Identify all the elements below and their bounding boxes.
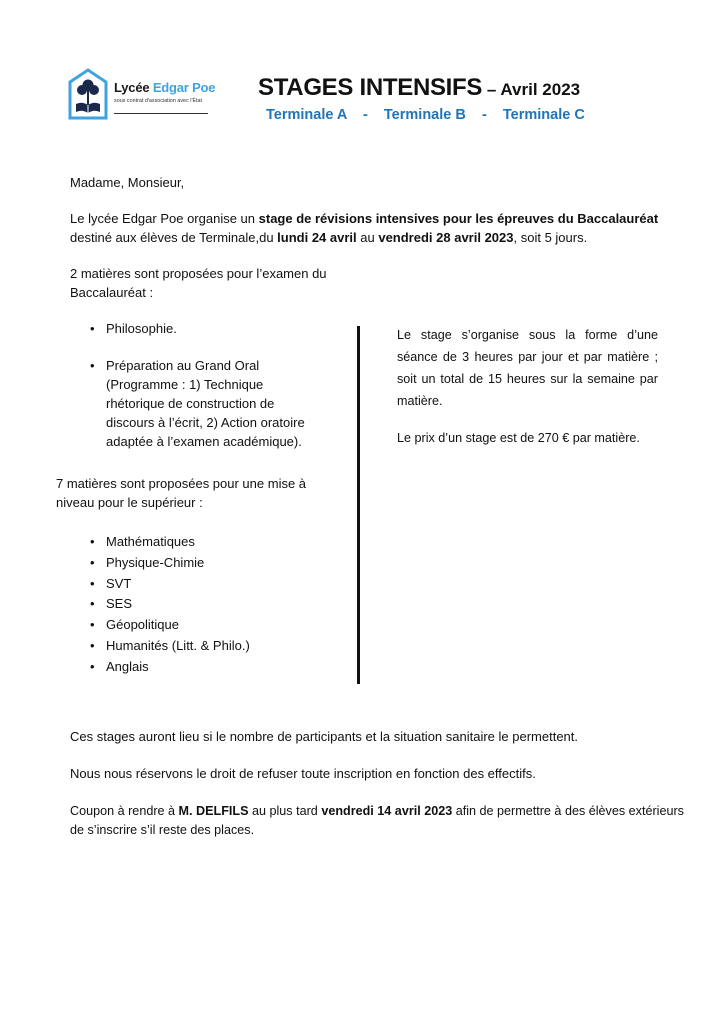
- stage-price-text: Le prix d’un stage est de 270 € par matière.: [397, 431, 640, 445]
- list-item: • Physique-Chimie: [90, 553, 330, 574]
- list-item: • Philosophie.: [90, 319, 325, 338]
- list-item: • Géopolitique: [90, 615, 330, 636]
- logo-underline: [114, 113, 208, 114]
- coupon-paragraph: Coupon à rendre à M. DELFILS au plus tard vendredi 14 avril 2023 afin de permettre à des élèves extérieurs de s’inscrire s’il reste des places.: [70, 804, 684, 837]
- list-item: • SVT: [90, 574, 330, 595]
- logo-tagline: sous contrat d'association avec l'État: [114, 98, 203, 104]
- salutation: Madame, Monsieur,: [70, 175, 185, 190]
- sup-subjects-list: [90, 532, 330, 678]
- bac-subjects-list: [90, 319, 325, 451]
- intro-paragraph: Le lycée Edgar Poe organise un stage de révisions intensives pour les épreuves du Baccalauréat destiné aux élèves de Terminale,du lundi 24 avril au vendredi 28 avril 2023, soit 5 jours.: [70, 211, 659, 245]
- stage-info: [397, 324, 658, 449]
- sup-subjects-heading: 7 matières sont proposées pour une mise à niveau pour le supérieur :: [56, 476, 307, 510]
- list-item: • Préparation au Grand Oral (Programme : 1) Technique rhétorique de construction de discours à l’écrit, 2) Action oratoire adaptée à l’examen académique).: [90, 356, 325, 451]
- school-logo: [68, 68, 218, 120]
- list-item: • Humanités (Litt. & Philo.): [90, 636, 330, 657]
- column-divider: [357, 326, 360, 684]
- page-subtitle: Terminale A - Terminale B - Terminale C: [266, 107, 585, 123]
- reservation-paragraph: Nous nous réservons le droit de refuser toute inscription en fonction des effectifs.: [70, 766, 536, 781]
- list-item: • SES: [90, 594, 330, 615]
- logo-name: Lycée Edgar Poe: [114, 80, 216, 95]
- stage-schedule-text: Le stage s’organise sous la forme d’une séance de 3 heures par jour et par matière ; soit un total de 15 heures sur la semaine par matière.: [397, 328, 658, 408]
- page-title: STAGES INTENSIFS – Avril 2023: [258, 74, 581, 101]
- school-house-icon: [68, 68, 108, 120]
- bac-subjects-heading: 2 matières sont proposées pour l’examen du Baccalauréat :: [70, 266, 327, 300]
- list-item: • Anglais: [90, 657, 330, 678]
- list-item: • Mathématiques: [90, 532, 330, 553]
- conditions-paragraph: Ces stages auront lieu si le nombre de participants et la situation sanitaire le permettent.: [70, 729, 578, 744]
